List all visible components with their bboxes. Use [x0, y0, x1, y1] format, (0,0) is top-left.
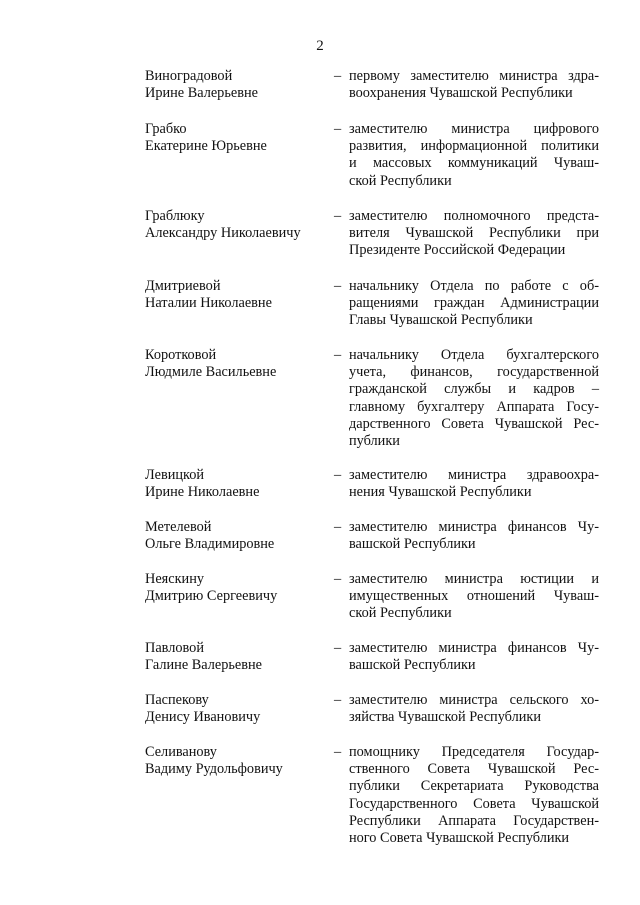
- surname: Павловой: [145, 640, 204, 656]
- position-line: Государственного Совета Чувашской: [349, 795, 599, 812]
- position-line: зяйства Чувашской Республики: [349, 709, 541, 726]
- position-line: заместителю министра цифрового: [349, 121, 599, 137]
- given-name: Александру Николаевичу: [145, 225, 301, 242]
- surname: Паспекову: [145, 692, 209, 708]
- given-name: Екатерине Юрьевне: [145, 138, 267, 155]
- person-name: [145, 121, 325, 155]
- dash: –: [334, 68, 342, 84]
- position-line: Республики Аппарата Государствен-: [349, 812, 599, 829]
- given-name: Ольге Владимировне: [145, 536, 275, 553]
- given-name: Ирине Валерьевне: [145, 85, 258, 102]
- position-text: [349, 208, 599, 260]
- position-text: [349, 519, 599, 553]
- surname: Левицкой: [145, 467, 205, 483]
- given-name: Дмитрию Сергеевичу: [145, 588, 278, 605]
- position-line: гражданской службы и кадров –: [349, 381, 599, 398]
- position-line: заместителю министра финансов Чу-: [349, 519, 599, 535]
- position-text: [349, 278, 599, 330]
- surname: Коротковой: [145, 347, 217, 363]
- dash: –: [334, 278, 342, 294]
- position-line: главному бухгалтеру Аппарата Госу-: [349, 398, 599, 415]
- given-name: Галине Валерьевне: [145, 657, 262, 674]
- position-text: [349, 692, 599, 726]
- position-line: имущественных отношений Чуваш-: [349, 588, 599, 605]
- position-line: вашской Республики: [349, 536, 476, 553]
- dash: –: [334, 519, 342, 535]
- person-name: [145, 208, 325, 242]
- position-line: Главы Чувашской Республики: [349, 312, 533, 329]
- page-number: 2: [316, 38, 324, 54]
- given-name: Денису Ивановичу: [145, 709, 261, 726]
- person-name: [145, 68, 325, 102]
- position-line: заместителю министра здравоохра-: [349, 467, 599, 483]
- person-name: [145, 744, 325, 778]
- surname: Метелевой: [145, 519, 212, 535]
- position-line: развития, информационной политики: [349, 138, 599, 155]
- dash: –: [334, 744, 342, 760]
- position-line: учета, финансов, государственной: [349, 364, 599, 381]
- dash: –: [334, 121, 342, 137]
- position-line: ской Республики: [349, 172, 452, 189]
- position-line: начальнику Отдела по работе с об-: [349, 278, 599, 294]
- surname: Виноградовой: [145, 68, 233, 84]
- position-text: [349, 467, 599, 501]
- given-name: Вадиму Рудольфовичу: [145, 761, 283, 778]
- position-text: [349, 640, 599, 674]
- dash: –: [334, 208, 342, 224]
- position-text: [349, 121, 599, 190]
- person-name: [145, 278, 325, 312]
- person-name: [145, 519, 325, 553]
- position-line: публики Секретариата Руководства: [349, 778, 599, 795]
- position-line: вителя Чувашской Республики при: [349, 225, 599, 242]
- surname: Неяскину: [145, 571, 204, 587]
- position-line: ской Республики: [349, 605, 452, 622]
- position-line: нения Чувашской Республики: [349, 484, 532, 501]
- surname: Грабко: [145, 121, 187, 137]
- person-name: [145, 571, 325, 605]
- given-name: Людмиле Васильевне: [145, 364, 277, 381]
- person-name: [145, 347, 325, 381]
- given-name: Наталии Николаевне: [145, 295, 272, 312]
- position-text: [349, 744, 599, 847]
- surname: Граблюку: [145, 208, 205, 224]
- person-name: [145, 640, 325, 674]
- surname: Дмитриевой: [145, 278, 221, 294]
- position-line: заместителю министра сельского хо-: [349, 692, 599, 708]
- position-text: [349, 68, 599, 102]
- person-name: [145, 467, 325, 501]
- position-line: начальнику Отдела бухгалтерского: [349, 347, 599, 363]
- position-line: помощнику Председателя Государ-: [349, 744, 599, 760]
- position-line: Президенте Российской Федерации: [349, 242, 566, 259]
- position-text: [349, 571, 599, 623]
- given-name: Ирине Николаевне: [145, 484, 260, 501]
- position-line: первому заместителю министра здра-: [349, 68, 599, 84]
- dash: –: [334, 640, 342, 656]
- dash: –: [334, 692, 342, 708]
- position-line: заместителю министра финансов Чу-: [349, 640, 599, 656]
- position-text: [349, 347, 599, 450]
- position-line: ного Совета Чувашской Республики: [349, 829, 570, 846]
- person-name: [145, 692, 325, 726]
- surname: Селиванову: [145, 744, 217, 760]
- position-line: вашской Республики: [349, 657, 476, 674]
- position-line: ращениями граждан Администрации: [349, 295, 599, 312]
- position-line: заместителю министра юстиции и: [349, 571, 599, 587]
- dash: –: [334, 571, 342, 587]
- position-line: заместителю полномочного предста-: [349, 208, 599, 224]
- position-line: и массовых коммуникаций Чуваш-: [349, 155, 599, 172]
- position-line: воохранения Чувашской Республики: [349, 85, 573, 102]
- dash: –: [334, 347, 342, 363]
- position-line: публики: [349, 432, 400, 449]
- dash: –: [334, 467, 342, 483]
- position-line: дарственного Совета Чувашской Рес-: [349, 415, 599, 432]
- position-line: ственного Совета Чувашской Рес-: [349, 761, 599, 778]
